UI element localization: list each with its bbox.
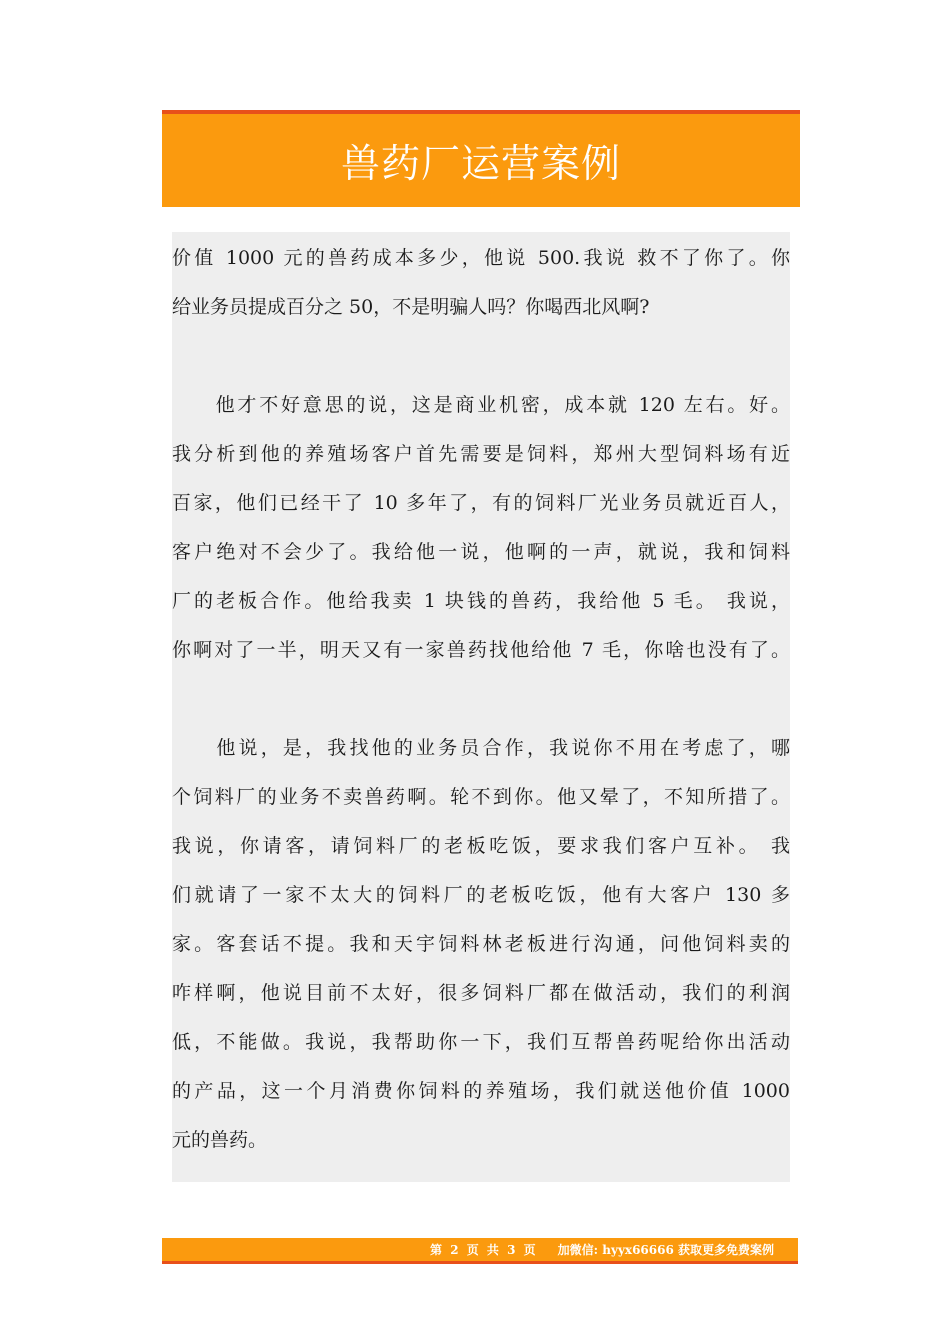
text-line: 我说，你请客，请饲料厂的老板吃饭，要求我们客户互补。 我 (172, 835, 790, 857)
text-line: 个饲料厂的业务不卖兽药啊。轮不到你。他又晕了，不知所措了。 (172, 786, 790, 808)
footer-bar (162, 1238, 798, 1261)
page-indicator: 第 2 页 共 3 页 (430, 1243, 536, 1257)
text-line: 你啊对了一半，明天又有一家兽药找他给他 7 毛，你啥也没有了。 (172, 639, 790, 661)
text-line: 客户绝对不会少了。我给他一说，他啊的一声，就说，我和饲料 (172, 541, 790, 563)
text-line: 他说，是，我找他的业务员合作，我说你不用在考虑了，哪 (172, 737, 790, 759)
text-line: 价值 1000 元的兽药成本多少，他说 500.我说 救不了你了。你 (172, 247, 790, 269)
text-line: 我分析到他的养殖场客户首先需要是饲料，郑州大型饲料场有近 (172, 443, 790, 465)
document-title: 兽药厂运营案例 (340, 141, 621, 187)
text-line: 咋样啊，他说目前不太好，很多饲料厂都在做活动，我们的利润 (172, 982, 790, 1004)
article-body (172, 234, 790, 1165)
paragraph-1 (172, 234, 790, 332)
paragraph-2 (172, 381, 790, 675)
footer-accent-line (162, 1261, 798, 1264)
text-line: 们就请了一家不太大的饲料厂的老板吃饭，他有大客户 130 多 (172, 884, 790, 906)
text-line: 家。客套话不提。我和天宇饲料林老板进行沟通，问他饲料卖的 (172, 933, 790, 955)
text-line: 元的兽药。 (172, 1129, 268, 1151)
text-line: 的产品，这一个月消费你饲料的养殖场，我们就送他价值 1000 (172, 1080, 790, 1102)
text-line: 他才不好意思的说，这是商业机密，成本就 120 左右。好。 (172, 394, 790, 416)
text-line: 厂的老板合作。他给我卖 1 块钱的兽药，我给他 5 毛。 我说， (172, 590, 790, 612)
text-line: 给业务员提成百分之 50，不是明骗人吗？你喝西北风啊? (172, 296, 650, 318)
text-line: 百家，他们已经干了 10 多年了，有的饲料厂光业务员就近百人， (172, 492, 790, 514)
text-line: 低，不能做。我说，我帮助你一下，我们互帮兽药呢给你出活动 (172, 1031, 790, 1053)
header-banner (162, 114, 800, 207)
paragraph-3 (172, 724, 790, 1165)
footer-promo: 加微信: hyyx66666 获取更多免费案例 (557, 1243, 774, 1257)
